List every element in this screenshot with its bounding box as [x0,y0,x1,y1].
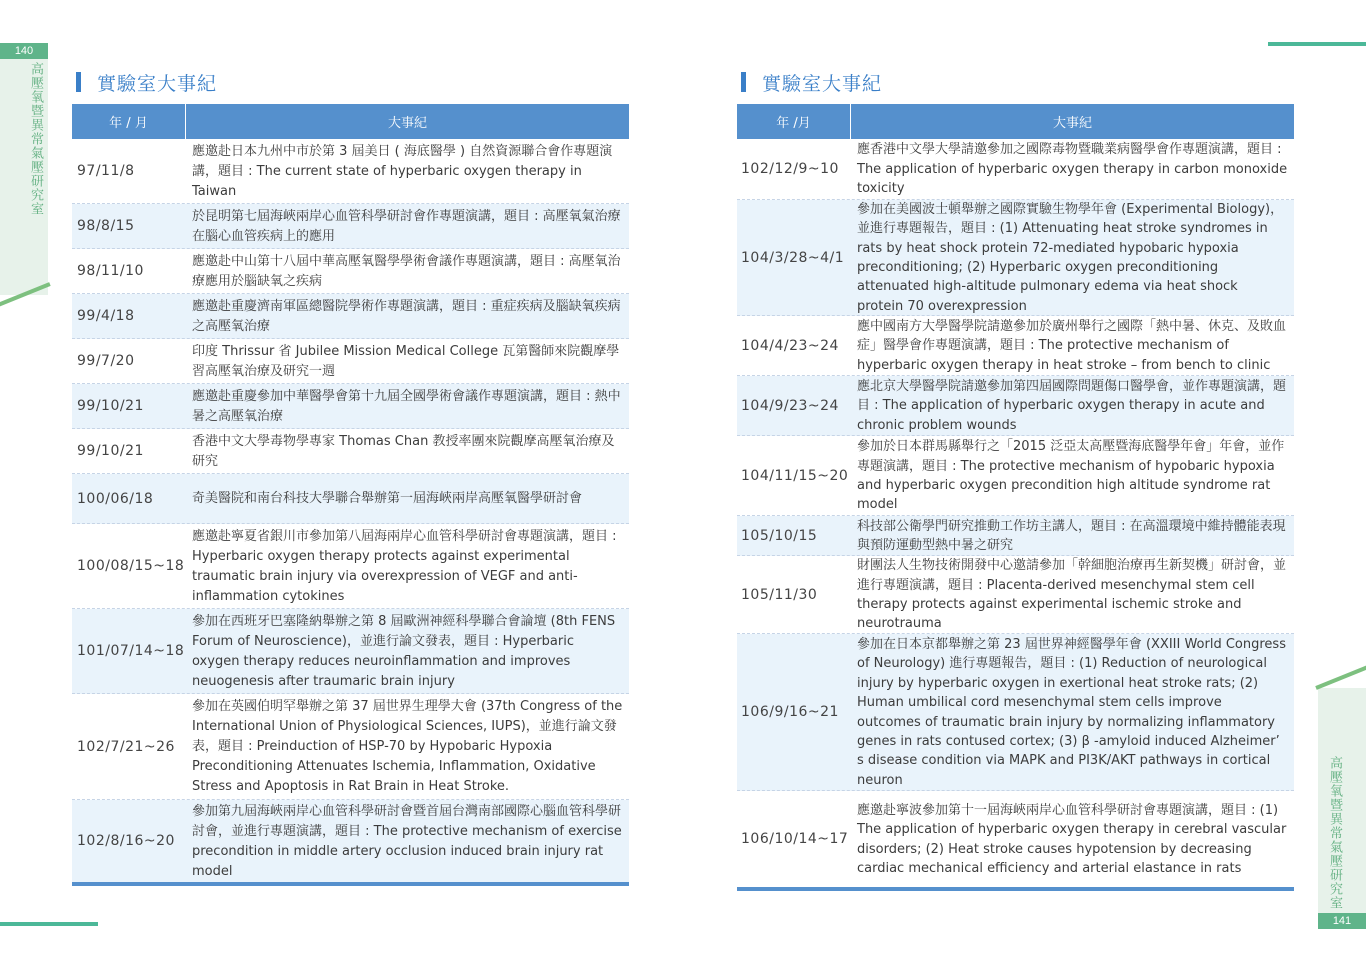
header-event: 大事紀 [1052,116,1092,131]
header-event: 大事紀 [387,116,427,131]
row-event: 應香港中文學大學請邀參加之國際毒物暨職業病醫學會作專題演講，題目 : The application of hyperbaric oxygen therapy in carbon monoxide toxicity [857,142,1288,197]
page-number-left: 140 [0,43,48,59]
section-title: 實驗室大事紀 [97,72,218,95]
table-row [737,516,1294,556]
table-row [737,436,1294,516]
table-header [72,104,629,139]
table-row [737,139,1294,200]
row-date: 104/3/28~4/1 [741,249,845,266]
row-event: 參加在西班牙巴塞隆納舉辦之第 8 屆歐洲神經科學聯合會論壇 (8th FENS Forum of Neuroscience)，並進行論文發表，題目 : Hyperbaric oxygen therapy reduces neuroinflammation and improves neuogenesis after traumaric brain injury [192,613,616,689]
table-row [72,429,629,474]
row-event: 印度 Thrissur 省 Jubilee Mission Medical College 瓦第醫師來院觀摩學習高壓氧治療及研究一週 [192,343,620,379]
row-event: 應中國南方大學醫學院請邀參加於廣州舉行之國際「熱中暑、休克、及敗血症」醫學會作專題演講，題目 : The protective mechanism of hyperbaric oxygen therapy in heat stroke – from bench to clinic [857,318,1287,373]
table-row [737,634,1294,791]
row-date: 102/8/16~20 [77,833,175,849]
row-event: 應邀赴重慶參加中華醫學會第十九屆全國學術會議作專題演講，題目 : 熱中暑之高壓氧治療 [192,388,621,424]
decorative-line [1268,42,1366,46]
row-date: 99/10/21 [77,398,144,414]
row-event: 科技部公衛學門研究推動工作坊主講人，題目 : 在高溫環境中維持體能表現與預防運動型熱中暑之研究 [857,518,1286,553]
row-date: 99/4/18 [77,308,135,324]
header-date: 年 / 月 [72,104,186,139]
side-label-left: 高壓氧暨異常氣壓研究室 [28,62,43,216]
row-date: 104/9/23~24 [741,397,839,414]
table-row [72,204,629,249]
header-date: 年 /月 [737,104,851,139]
row-event: 應邀赴中山第十八屆中華高壓氧醫學學術會議作專題演講，題目 : 高壓氧治療應用於腦缺氧之疾病 [192,253,621,289]
table-row [737,316,1294,376]
row-date: 99/7/20 [77,353,135,369]
row-date: 100/06/18 [77,490,154,507]
row-date: 104/11/15~20 [741,467,849,484]
row-event: 參加於日本群馬縣舉行之「2015 泛亞太高壓暨海底醫學年會」年會，並作專題演講，題目 : The protective mechanism of hypobaric hypoxia and hyperbaric oxygen precondition high altitude syndrome rat model [857,439,1285,513]
table-row [737,376,1294,436]
row-event: 財團法人生物技術開發中心邀請參加「幹細胞治療再生新契機」研討會，並進行專題演講，題目 : Placenta-derived mesenchymal stem cell therapy protects against experimental ischemic stroke and neurotrauma [857,558,1287,632]
row-event: 參加第九屆海峽兩岸心血管科學研討會暨首屆台灣南部國際心腦血管科學研討會，並進行專題演講，題目 : The protective mechanism of exercise precondition in middle artery occlusion induced brain injury rat model [192,803,622,879]
row-event: 應邀赴日本九州中市於第 3 屆美日 ( 海底醫學 ) 自然資源聯合會作專題演講，題目 : The current state of hyperbaric oxygen therapy in Taiwan [192,143,613,199]
row-date: 104/4/23~24 [741,337,839,354]
row-date: 98/11/10 [77,263,144,279]
table-row [737,791,1294,887]
row-date: 106/9/16~21 [741,704,839,720]
row-date: 105/11/30 [741,586,818,603]
table-row [72,139,629,204]
table-row [72,249,629,294]
heading-bar [76,72,81,92]
section-heading-left [76,70,217,94]
row-event: 於昆明第七屆海峽兩岸心血管科學研討會作專題演講，題目 : 高壓氧氣治療在腦心血管疾病上的應用 [192,208,621,244]
row-event: 奇美醫院和南台科技大學聯合舉辦第一屆海峽兩岸高壓氧醫學研討會 [192,491,583,506]
section-heading-right [741,70,882,94]
events-table-right [737,104,1294,891]
table-header [737,104,1294,139]
row-event: 參加在美國波士頓舉辦之國際實驗生物學年會 (Experimental Biology)，並進行專題報告，題目 : (1) Attenuating heat stroke syndromes in rats by heat shock protein 72-mediated hypobaric hypoxia preconditioning; (2) Hyperbaric oxygen preconditioning attenuated high-altitude pulmonary edema via heat shock protein 70 overexpression [857,201,1284,314]
row-date: 102/7/21~26 [77,738,175,755]
row-event: 應邀赴寧夏省銀川市參加第八屆海兩岸心血管科學研討會專題演講，題目 : Hyperbaric oxygen therapy protects against experimental traumatic brain injury via overexpression of VEGF and anti-inflammation cytokines [192,528,617,604]
page-number-right: 141 [1318,913,1366,929]
decorative-diagonal [1315,665,1366,690]
row-event: 參加在日本京都舉辦之第 23 屆世界神經醫學年會 (XXIII World Congress of Neurology) 進行專題報告，題目 : (1) Reduction of neurological injury by hyperbaric oxygen in exertional heat stroke rats; (2) Human umbilical cord mesenchymal stem cells improve outcomes of traumatic brain injury by normalizing inflammatory genes in rats contused cortex; (3) β -amyloid induced Alzheimer’ s disease condition via MAPK and PI3K/AKT pathways in cortical neuron [857,636,1286,788]
table-row [737,556,1294,634]
table-row [72,609,629,694]
table-row [72,474,629,524]
table-row [72,339,629,384]
row-date: 102/12/9~10 [741,161,839,177]
section-title: 實驗室大事紀 [762,72,883,95]
row-date: 99/10/21 [77,443,144,459]
row-event: 應邀赴重慶濟南軍區總醫院學術作專題演講，題目 : 重症疾病及腦缺氧疾病之高壓氧治療 [192,298,621,334]
side-label-right: 高壓氧暨異常氣壓研究室 [1327,756,1342,910]
row-event: 參加在英國伯明罕舉辦之第 37 屆世界生理學大會 (37th Congress of the International Union of Physiological Sciences, IUPS)，並進行論文發表，題目 : Preinduction of HSP-70 by Hypobaric Hypoxia Preconditioning Attenuates Ischemia, Inflammation, Oxidative Stress and Apoptosis in Rat Brain in Heat Stroke. [192,699,623,794]
row-date: 97/11/8 [77,163,135,179]
events-table-left [72,104,629,886]
row-date: 98/8/15 [77,218,135,234]
table-row [72,694,629,800]
table-row [72,384,629,429]
table-row [72,294,629,339]
table-row [737,200,1294,316]
row-event: 應邀赴寧波參加第十一屆海峽兩岸心血管科學研討會專題演講，題目 : (1) The application of hyperbaric oxygen therapy in cerebral vascular disorders; (2) Heat stroke causes hypotension by decreasing cardiac mechanical efficiency and arterial elastance in rats [857,802,1287,876]
row-event: 香港中文大學毒物學專家 Thomas Chan 教授率團來院觀摩高壓氧治療及研究 [192,433,615,469]
table-row [72,800,629,882]
table-row [72,524,629,609]
heading-bar [741,72,746,92]
row-date: 101/07/14~18 [77,643,185,659]
row-date: 100/08/15~18 [77,558,185,574]
decorative-line [0,922,98,926]
row-event: 應北京大學醫學院請邀參加第四屆國際問題傷口醫學會，並作專題演講，題目 : The application of hyperbaric oxygen therapy in acute and chronic problem wounds [857,378,1287,433]
row-date: 105/10/15 [741,527,818,544]
row-date: 106/10/14~17 [741,831,849,847]
